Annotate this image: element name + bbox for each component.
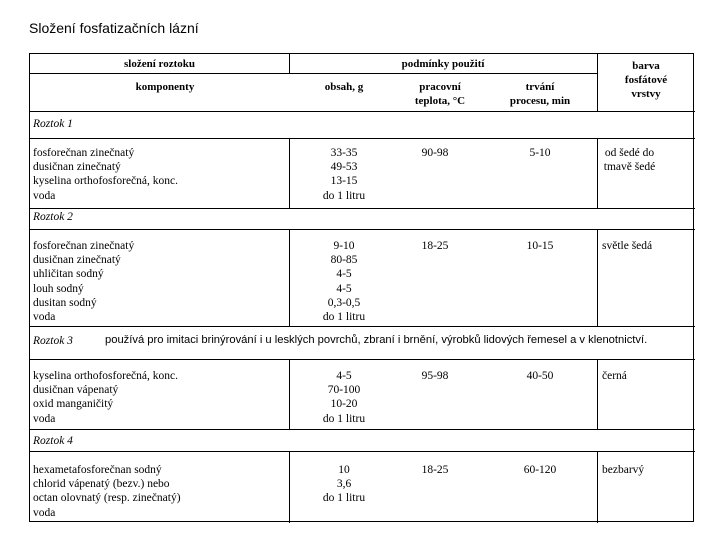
header-trvani-procesu: trvání procesu, min [509,81,571,107]
header-obsah: obsah, g [324,81,364,93]
barva-cell: od šedé do tmavě šedé [603,147,656,174]
komponenty-cell: fosforečnan zinečnatý dusičnan zinečnatý kyselina orthofosforečná, konc. voda [33,147,178,202]
barva-cell: světle šedá [602,240,653,252]
komponenty-cell: kyselina orthofosforečná, konc. dusičnan vápenatý oxid manganičitý voda [33,370,178,425]
komponenty-cell: hexametafosforečnan sodný chlorid vápenatý (bezv.) nebo octan olovnatý (resp. zinečnatý) voda [33,464,181,519]
row-label-roztok-3: Roztok 3 [33,335,73,347]
row-label-roztok-1: Roztok 1 [33,118,73,130]
teplota-cell: 90-98 [421,147,449,159]
obsah-cell: 9-10 80-85 4-5 4-5 0,3-0,5 do 1 litru [322,240,366,324]
header-komponenty: komponenty [135,81,195,93]
row-divider [30,111,695,112]
row-divider [30,229,695,230]
row-divider [30,326,695,327]
trvani-cell: 10-15 [526,240,554,252]
row-label-roztok-2: Roztok 2 [33,211,73,223]
komponenty-cell: fosforečnan zinečnatý dusičnan zinečnatý uhličitan sodný louh sodný dusitan sodný voda [33,240,135,324]
obsah-cell: 10 3,6 do 1 litru [322,464,366,505]
barva-cell: bezbarvý [602,464,645,476]
teplota-cell: 18-25 [421,464,449,476]
composition-table [29,53,694,522]
teplota-cell: 95-98 [421,370,449,382]
roztok-3-note: používá pro imitaci brinýrování i u lesklých povrchů, zbraní i brnění, výrobků lidových řemesel a v klenotnictví. [105,334,648,346]
header-slozeni-roztoku: složení roztoku [124,58,195,70]
header-barva-vrstvy: barva fosfátové vrstvy [624,60,668,100]
trvani-cell: 60-120 [523,464,557,476]
obsah-cell: 4-5 70-100 10-20 do 1 litru [322,370,366,425]
trvani-cell: 5-10 [529,147,551,159]
column-divider [597,229,598,327]
row-divider [30,208,695,209]
trvani-cell: 40-50 [526,370,554,382]
column-divider [597,359,598,430]
teplota-cell: 18-25 [421,240,449,252]
row-divider [30,359,695,360]
row-label-roztok-4: Roztok 4 [33,435,73,447]
row-divider [30,451,695,452]
page-title: Složení fosfatizačních lázní [29,20,199,36]
row-divider [30,429,695,430]
header-podminky-pouziti: podmínky použití [401,58,485,70]
barva-cell: černá [602,370,627,382]
column-divider [597,451,598,523]
row-divider [30,73,597,74]
obsah-cell: 33-35 49-53 13-15 do 1 litru [322,147,366,202]
row-divider [30,138,695,139]
header-pracovni-teplota: pracovní teplota, °C [414,81,466,107]
